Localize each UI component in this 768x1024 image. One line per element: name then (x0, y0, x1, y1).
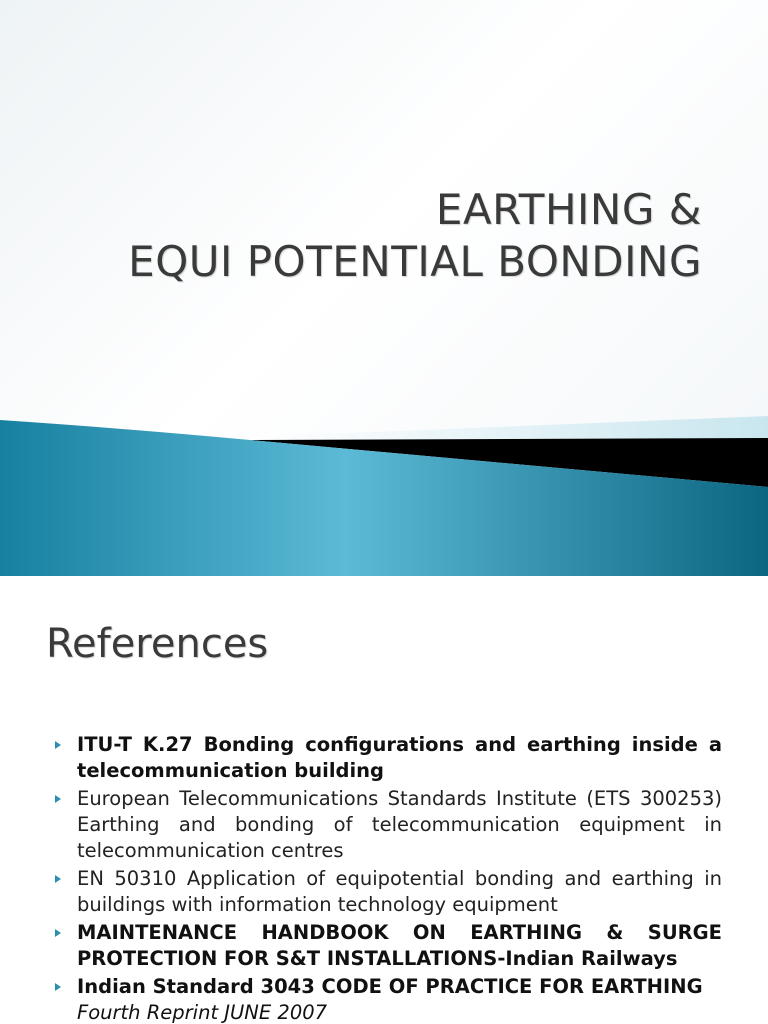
reference-text: ITU-T K.27 Bonding configurations and earthing inside a telecommunication building (77, 733, 722, 782)
references-heading: References (46, 621, 269, 667)
reference-text: Indian Standard 3043 CODE OF PRACTICE FOR EARTHING (77, 975, 703, 998)
reference-item-en50310 (54, 866, 722, 918)
references-slide (0, 576, 768, 1024)
triangle-bullet-icon (55, 875, 61, 883)
triangle-bullet-icon (55, 741, 61, 749)
reference-text: MAINTENANCE HANDBOOK ON EARTHING & SURGE PROTECTION FOR S&T INSTALLATIONS-Indian Railways (77, 921, 722, 970)
triangle-bullet-icon (55, 795, 61, 803)
reference-item-is3043 (54, 974, 722, 1024)
title-line-1: EARTHING & (435, 185, 702, 234)
reference-subtext: Fourth Reprint JUNE 2007 (77, 1001, 328, 1024)
reference-text: EN 50310 Application of equipotential bonding and earthing in buildings with information technology equipment (77, 867, 722, 916)
title-line-2: EQUI POTENTIAL BONDING (128, 237, 702, 286)
triangle-bullet-icon (55, 929, 61, 937)
references-list (54, 732, 722, 1024)
reference-text: European Telecommunications Standards Institute (ETS 300253) Earthing and bonding of telecommunication equipment in telecommunication centres (77, 787, 722, 862)
reference-item-itu (54, 732, 722, 784)
slide-title (128, 184, 702, 288)
reference-item-handbook (54, 920, 722, 972)
reference-item-etsi (54, 786, 722, 864)
triangle-bullet-icon (55, 983, 61, 991)
